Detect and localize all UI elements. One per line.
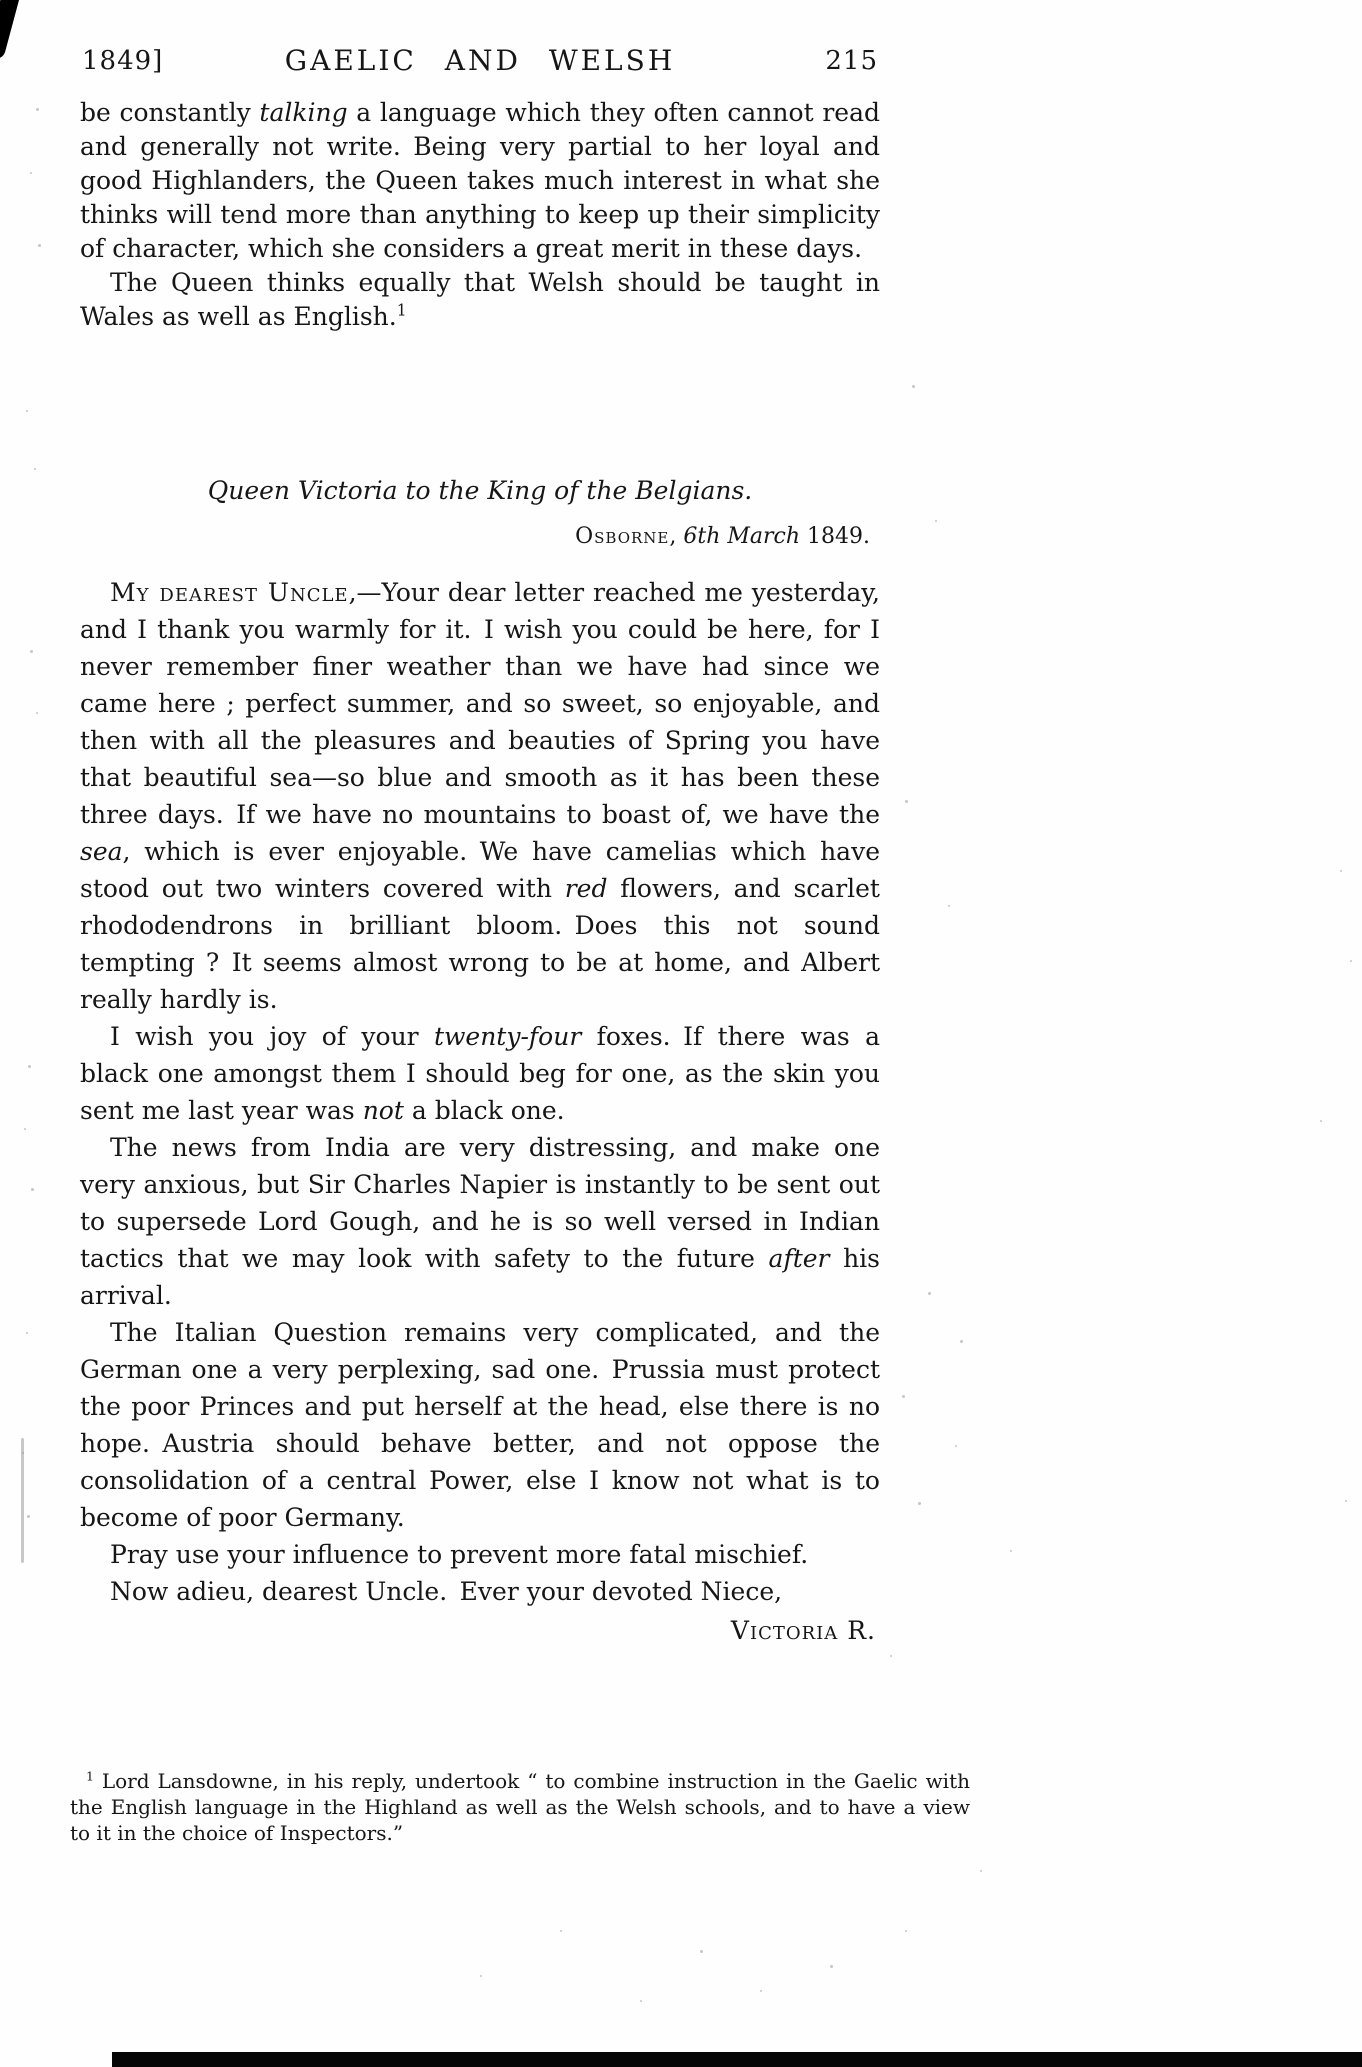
text-run: a language which they often cannot read and generally not write. Being very partial to her loyal and good Highlanders, the Queen takes much interest in what she thinks will tend more than anything to keep up their simplicity of character, which she considers a great merit in these days. <box>80 98 880 263</box>
scan-speck <box>905 800 908 803</box>
scan-speck <box>31 1188 34 1191</box>
page-header <box>80 44 880 80</box>
scan-speck <box>36 108 39 111</box>
text-run: twenty-four <box>433 1022 582 1051</box>
text-run: after <box>768 1244 830 1273</box>
letter-dateline <box>80 522 880 552</box>
scan-speck <box>28 1065 31 1068</box>
paragraph <box>80 1536 880 1573</box>
paragraph <box>80 1129 880 1314</box>
scan-speck <box>640 2000 642 2002</box>
text-run: 1 <box>396 301 407 320</box>
scan-speck <box>38 244 41 247</box>
scan-speck <box>948 905 950 907</box>
scan-speck <box>960 1340 963 1343</box>
text-run: 1 <box>86 1768 94 1784</box>
text-run: foxes. If there was a black one amongst them I should beg for one, as the skin you sent me last year was <box>80 1022 880 1125</box>
scan-speck <box>928 1292 931 1295</box>
scan-speck <box>1345 1500 1347 1502</box>
text-run: , which is ever enjoyable. We have camelias which have stood out two winters covered with <box>80 837 880 903</box>
paragraph <box>80 96 880 266</box>
scan-speck <box>560 1930 562 1932</box>
scan-artifact-corner-mark <box>0 0 21 61</box>
scan-speck <box>1010 1550 1012 1552</box>
scan-speck <box>955 1445 957 1447</box>
body-paragraphs <box>80 96 880 334</box>
scan-speck <box>22 1452 24 1454</box>
scan-speck <box>935 520 937 522</box>
scan-speck <box>36 712 38 714</box>
text-run: The news from India are very distressing, and make one very anxious, but Sir Charles Napier is instantly to be sent out to supersede Lord Gough, and he is so well versed in Indian tactics that we may look with safety to the future <box>80 1133 880 1273</box>
text-run: be constantly <box>80 98 260 127</box>
scan-artifact-bottom-bar <box>112 2052 1362 2067</box>
paragraph <box>80 1573 880 1610</box>
scan-speck <box>1320 1120 1322 1122</box>
scan-speck <box>1350 960 1352 962</box>
letter-signature <box>80 1612 880 1649</box>
text-run: I wish you joy of your <box>110 1022 434 1051</box>
text-run: red <box>564 874 608 903</box>
header-page-number: 215 <box>825 46 878 76</box>
scan-speck <box>830 1965 833 1968</box>
scan-speck <box>26 410 28 412</box>
scan-speck <box>912 385 915 388</box>
scan-speck <box>27 1515 30 1518</box>
scan-speck <box>30 650 33 653</box>
scan-artifact-margin-line <box>21 1438 24 1563</box>
text-run: ,—Your dear letter reached me yesterday, and I thank you warmly for it. I wish you could be here, for I never remember finer weather than we have had since we came here ; perfect summer, and so sweet, so enjoyable, and then with all the pleasures and beauties of Spring you have that beautiful sea—so blue and smooth as it has been these three days. If we have no mountains to boast of, we have the <box>80 578 880 829</box>
text-run: a black one. <box>403 1096 565 1125</box>
paragraph <box>80 1314 880 1536</box>
text-run: Now adieu, dearest Uncle. Ever your devoted Niece, <box>110 1577 783 1606</box>
text-run: My dearest Uncle <box>110 578 349 607</box>
text-run: talking <box>259 98 348 127</box>
text-run: Lord Lansdowne, in his reply, undertook “ to combine instruction in the Gaelic with the English language in the Highland as well as the Welsh schools, and to have a view to it in the choice of Inspectors.” <box>70 1769 970 1845</box>
letter-heading <box>80 474 880 508</box>
scan-speck <box>902 1395 905 1398</box>
text-run: , <box>669 524 684 549</box>
scan-speck <box>760 1990 762 1992</box>
text-run: The Queen thinks equally that Welsh should be taught in Wales as well as English. <box>80 268 880 331</box>
scan-speck <box>918 1502 921 1505</box>
scan-speck <box>700 1950 703 1953</box>
letter-paragraphs <box>80 574 880 1610</box>
text-run: sea <box>80 837 123 866</box>
scan-speck <box>30 172 32 174</box>
paragraph <box>80 266 880 334</box>
footnote <box>70 1768 970 1846</box>
text-run: his arrival. <box>80 1244 880 1310</box>
scan-speck <box>34 468 36 470</box>
text-run: Pray use your influence to prevent more fatal mischief. <box>110 1540 809 1569</box>
text-column <box>80 44 880 1649</box>
scan-speck <box>980 1870 982 1872</box>
scan-speck <box>480 1975 482 1977</box>
paragraph <box>80 574 880 1018</box>
paragraph <box>80 1018 880 1129</box>
text-run: not <box>362 1096 404 1125</box>
scan-speck <box>24 1128 26 1130</box>
text-run: The Italian Question remains very complicated, and the German one a very perplexing, sad one. Prussia must protect the poor Princes and put herself at the head, else there is no hope. Austria should behave better, and not oppose the consolidation of a central Power, else I know not what is to become of poor Germany. <box>80 1318 880 1532</box>
text-run: flowers, and scarlet rhododendrons in brilliant bloom. Does this not sound tempting ? It seems almost wrong to be at home, and Albert really hardly is. <box>80 874 880 1014</box>
header-running-title: GAELIC AND WELSH <box>284 44 676 77</box>
text-run: 1849. <box>800 524 870 549</box>
text-run: Victoria R. <box>730 1616 876 1645</box>
text-run: Osborne <box>575 524 670 549</box>
header-year-label: 1849] <box>82 46 164 76</box>
scan-speck <box>26 1332 28 1334</box>
text-run: Queen Victoria to the King of the Belgians. <box>207 476 753 505</box>
scan-speck <box>1340 870 1342 872</box>
scan-speck <box>890 1655 892 1657</box>
scan-speck <box>905 1930 907 1932</box>
text-run: 6th March <box>683 524 801 549</box>
